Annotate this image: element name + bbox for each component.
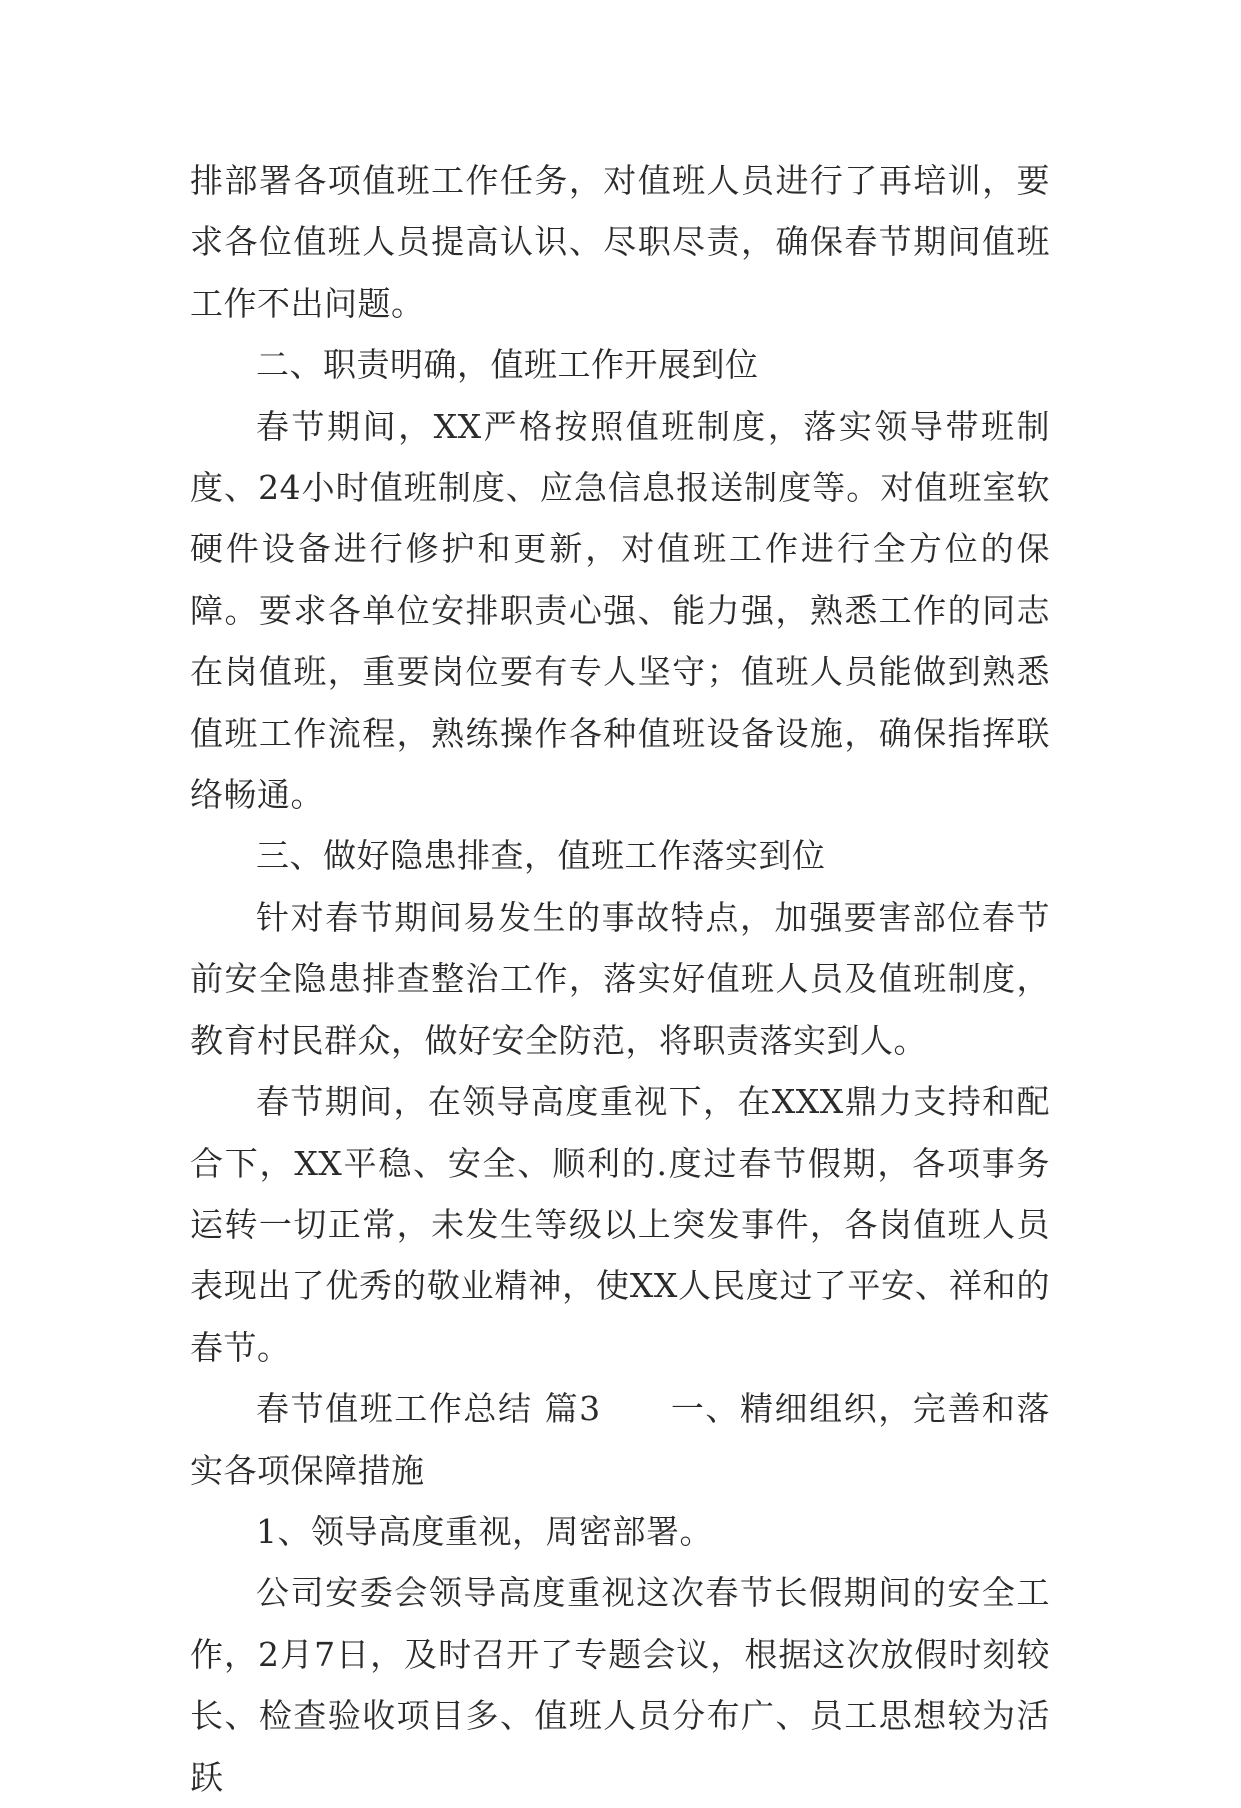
section-heading-4: 三、做好隐患排查，值班工作落实到位: [256, 836, 826, 876]
document-body: [190, 150, 1050, 1808]
paragraph-8: 1、领导高度重视，周密部署。: [256, 1511, 713, 1551]
paragraph-7: 春节值班工作总结 篇3 一、精细组织，完善和落实各项保障措施: [190, 1389, 1050, 1490]
paragraph-1: 排部署各项值班工作任务，对值班人员进行了再培训，要求各位值班人员提高认识、尽职尽责，确保春节期间值班工作不出问题。: [190, 161, 1050, 323]
paragraph-6: 春节期间，在领导高度重视下，在XXX鼎力支持和配合下，XX平稳、安全、顺利的.度过春节假期，各项事务运转一切正常，未发生等级以上突发事件，各岗值班人员表现出了优秀的敬业精神，使XX人民度过了平安、祥和的春节。: [190, 1082, 1050, 1367]
paragraph-9: 公司安委会领导高度重视这次春节长假期间的安全工作，2月7日，及时召开了专题会议，根据这次放假时刻较长、检查验收项目多、值班人员分布广、员工思想较为活跃: [190, 1573, 1050, 1797]
paragraph-3: 春节期间，XX严格按照值班制度，落实领导带班制度、24小时值班制度、应急信息报送制度等。对值班室软硬件设备进行修护和更新，对值班工作进行全方位的保障。要求各单位安排职责心强、能力强，熟悉工作的同志在岗值班，重要岗位要有专人坚守；值班人员能做到熟悉值班工作流程，熟练操作各种值班设备设施，确保指挥联络畅通。: [190, 406, 1050, 815]
paragraph-5: 针对春节期间易发生的事故特点，加强要害部位春节前安全隐患排查整治工作，落实好值班人员及值班制度，教育村民群众，做好安全防范，将职责落实到人。: [190, 897, 1050, 1060]
section-heading-2: 二、职责明确，值班工作开展到位: [256, 345, 759, 385]
